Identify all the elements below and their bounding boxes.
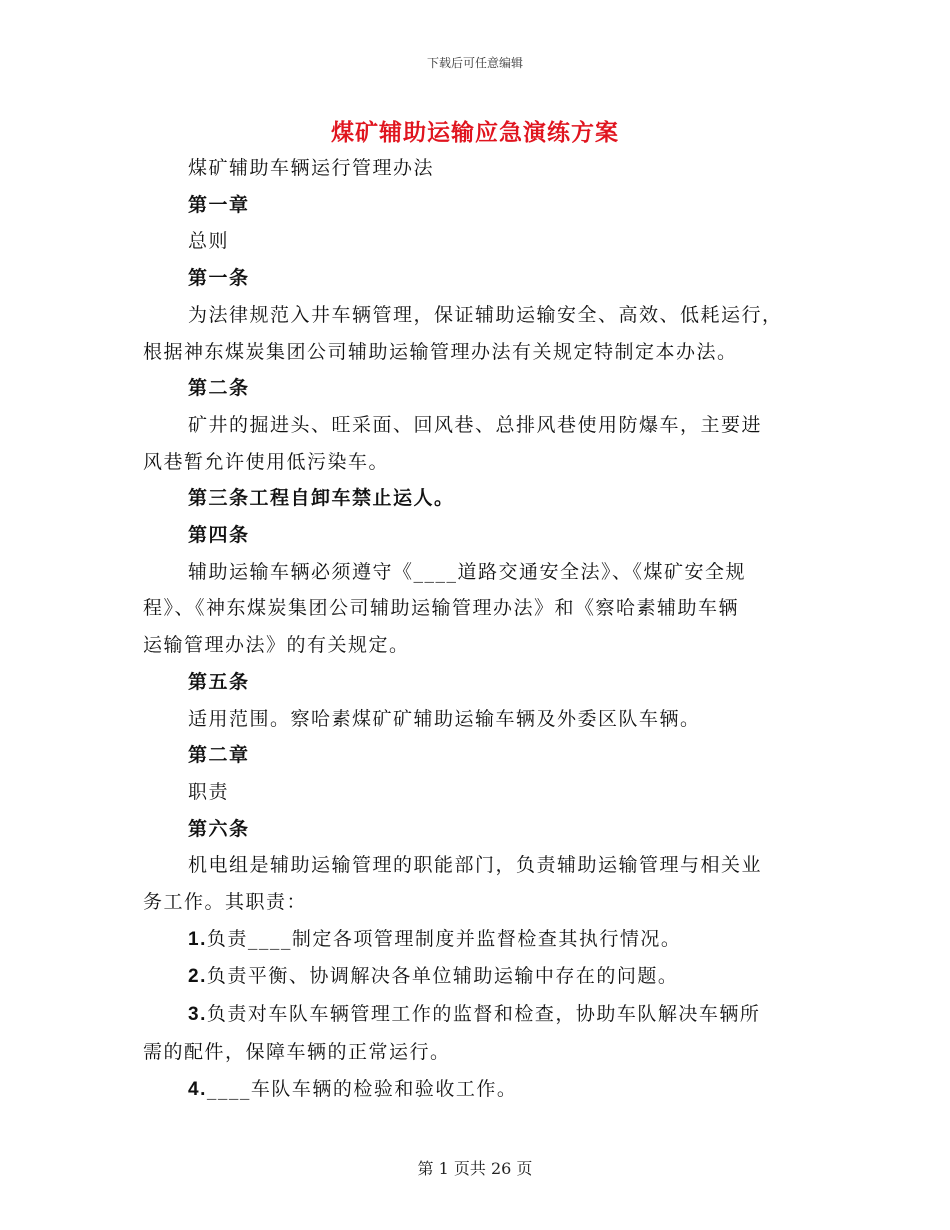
chapter-title: 职责 [188,780,230,803]
list-item [143,958,808,996]
article-heading: 第三条工程自卸车禁止运人。 [188,487,455,510]
page-footer: 第 1 页共 26 页 [417,1159,533,1178]
article-heading: 第六条 [188,817,250,840]
body-paragraph-line: 机电组是辅助运输管理的职能部门，负责辅助运输管理与相关业 [188,854,763,877]
article-heading: 第一条 [188,267,250,290]
article-heading: 第二条 [188,377,250,400]
body-paragraph-line: 运输管理办法》的有关规定。 [143,634,410,657]
list-item-text: 负责平衡、协调解决各单位辅助运输中存在的问题。 [206,965,679,988]
list-item-text: ____车队车辆的检验和验收工作。 [206,1077,518,1100]
chapter-title: 总则 [188,230,230,253]
list-item-text: 负责____制定各项管理制度并监督检查其执行情况。 [206,927,682,950]
list-item [143,1071,808,1109]
body-paragraph-line: 根据神东煤炭集团公司辅助运输管理办法有关规定特制定本办法。 [143,340,738,363]
body-paragraph-line: 程》、《神东煤炭集团公司辅助运输管理办法》和《察哈素辅助车辆 [143,597,740,620]
list-item [143,996,808,1034]
chapter-heading: 第一章 [188,193,250,216]
body-paragraph: 适用范围。察哈素煤矿矿辅助运输车辆及外委区队车辆。 [188,707,701,730]
body-paragraph-line: 务工作。其职责： [143,891,308,914]
article-heading: 第四条 [188,524,250,547]
body-paragraph-line: 风巷暂允许使用低污染车。 [143,450,390,473]
list-item [143,921,808,959]
body-paragraph-line: 矿井的掘进头、旺采面、回风巷、总排风巷使用防爆车，主要进 [188,413,763,436]
body-paragraph-line: 为法律规范入井车辆管理，保证辅助运输安全、高效、低耗运行， [188,303,783,326]
list-item-number: 3. [188,1004,207,1026]
list-item-text: 负责对车队车辆管理工作的监督和检查，协助车队解决车辆所 [206,1003,761,1026]
document-title: 煤矿辅助运输应急演练方案 [331,119,619,146]
list-item-number: 1. [188,928,207,950]
article-heading: 第五条 [188,670,250,693]
list-item-continuation: 需的配件，保障车辆的正常运行。 [143,1040,451,1063]
header-note: 下载后可任意编辑 [426,56,523,70]
list-item-number: 2. [188,966,207,988]
chapter-heading: 第二章 [188,744,250,767]
subtitle-paragraph: 煤矿辅助车辆运行管理办法 [188,157,435,179]
body-paragraph-line: 辅助运输车辆必须遵守《____道路交通安全法》、《煤矿安全规 [188,560,747,583]
document-body [143,150,808,1108]
list-item-number: 4. [188,1078,207,1100]
